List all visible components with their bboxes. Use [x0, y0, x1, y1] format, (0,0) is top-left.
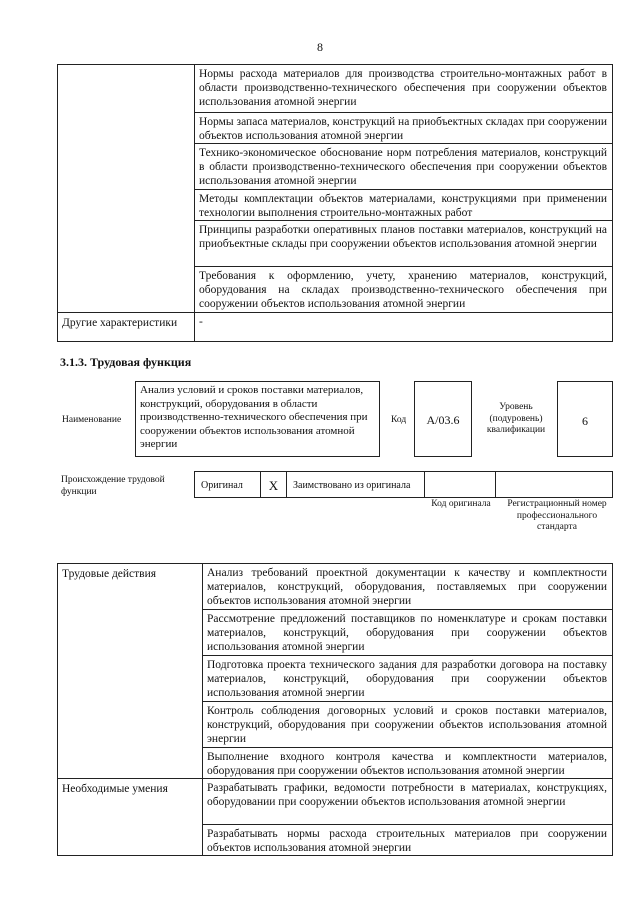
level-value: 6	[582, 414, 588, 428]
table-row: Принципы разработки оперативных планов поставки материалов, конструкций на приобъектные склады при сооружении объектов использования атомной энергии	[195, 221, 613, 267]
code-value: А/03.6	[426, 413, 460, 427]
origin-row	[194, 471, 613, 498]
table-row: Рассмотрение предложений поставщиков по номенклатуре и срокам поставки материалов, конструкций, оборудования при сооружении объектов использования атомной энергии	[203, 610, 613, 656]
level-label: Уровень (подуровень) квалификации	[486, 402, 546, 435]
origin-label: Происхождение трудовой функции	[61, 475, 165, 497]
name-label: Наименование	[62, 415, 122, 425]
code-original-cell	[425, 472, 496, 497]
table-row: Методы комплектации объектов материалами, конструкциями при применении технологии выполнения строительно-монтажных работ	[195, 190, 613, 221]
actions-table	[57, 563, 613, 856]
borrowed-label: Заимствовано из оригинала	[287, 472, 425, 497]
table-row: Требования к оформлению, учету, хранению материалов, конструкций, оборудования на складах производственно-технического обеспечения при сооружении объектов использования атомной энергии	[195, 267, 613, 313]
required-skills-label: Необходимые умения	[58, 779, 203, 856]
table-row: Нормы запаса материалов, конструкций на приобъектных складах при сооружении объектов использования атомной энергии	[195, 113, 613, 144]
table-row: Технико-экономическое обоснование норм потребления материалов, конструкций в области производственно-технического обеспечения при сооружении объектов использования атомной энергии	[195, 144, 613, 190]
level-box	[557, 381, 613, 457]
page-number: 8	[317, 40, 323, 54]
table-row: Контроль соблюдения договорных условий и сроков поставки материалов, конструкций, оборудования при сооружении объектов использования атомной энергии	[203, 702, 613, 748]
empty-label-cell	[58, 65, 195, 313]
table-row: Анализ требований проектной документации к качеству и комплектности материалов, конструкций, оборудования, поставляемых при сооружении объектов использования атомной энергии	[203, 564, 613, 610]
labor-actions-label: Трудовые действия	[58, 564, 203, 779]
table-row: Нормы расхода материалов для производства строительно-монтажных работ в области производственно-технического обеспечения при сооружении объектов использования атомной энергии	[195, 65, 613, 113]
reg-number-cell	[496, 472, 612, 497]
table-row: Подготовка проекта технического задания для разработки договора на поставку материалов, конструкций, оборудования при сооружении объектов использования атомной энергии	[203, 656, 613, 702]
function-name-box: Анализ условий и сроков поставки материалов, конструкций, оборудования в области производственно-технического обеспечения при сооружении объектов использования атомной энергии	[135, 381, 380, 457]
reg-number-caption: Регистрационный номер профессионального стандарта	[507, 499, 607, 532]
original-mark: X	[261, 472, 287, 497]
code-box	[414, 381, 472, 457]
table-row: Разрабатывать нормы расхода строительных материалов при сооружении объектов использования атомной энергии	[203, 825, 613, 856]
knowledge-table	[57, 64, 613, 342]
other-characteristics-label: Другие характеристики	[58, 313, 195, 342]
section-heading: 3.1.3. Трудовая функция	[60, 355, 192, 369]
original-label: Оригинал	[195, 472, 261, 497]
table-row: Разрабатывать графики, ведомости потребности в материалах, конструкциях, оборудовании при сооружении объектов использования атомной энергии	[203, 779, 613, 825]
other-characteristics-value: -	[195, 313, 613, 342]
table-row: Выполнение входного контроля качества и комплектности материалов, оборудования при сооружении объектов использования атомной энергии	[203, 748, 613, 779]
code-original-caption: Код оригинала	[431, 499, 491, 509]
code-label: Код	[391, 415, 407, 425]
